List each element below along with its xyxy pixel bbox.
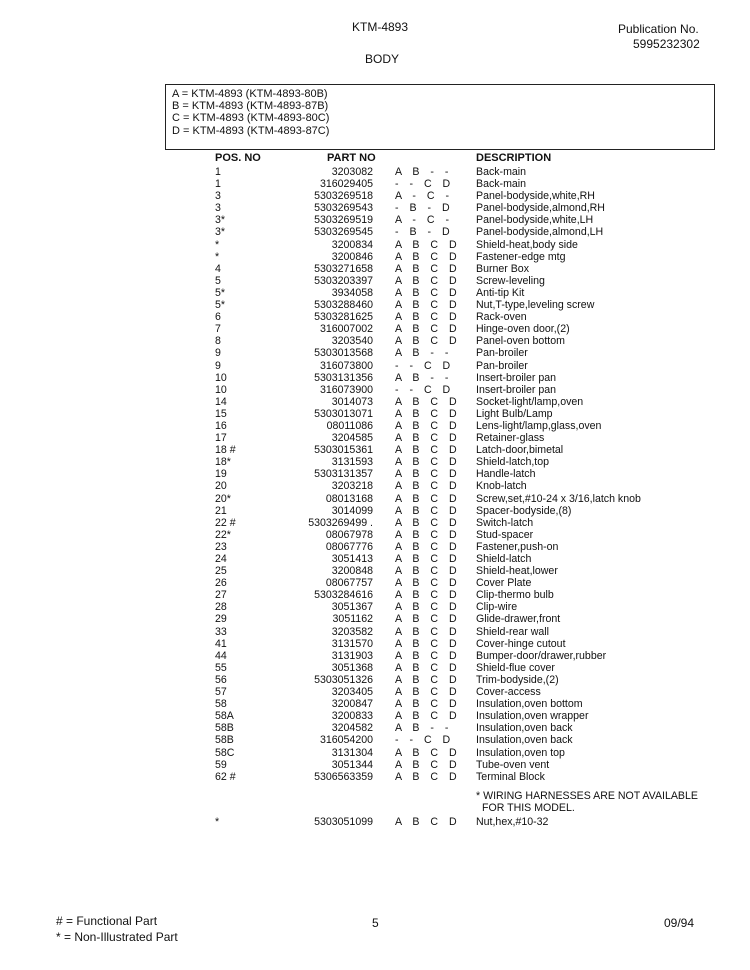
model-applicability: - B - D [395,202,454,215]
description: Hinge-oven door,(2) [476,323,570,336]
part-no: 5303284616 [314,589,373,602]
model-applicability: A B C D [395,553,461,565]
description: Panel-oven bottom [476,335,565,348]
model-title: KTM-4893 [352,20,409,34]
table-row [0,456,750,468]
table-row [0,347,750,359]
description: Switch-latch [476,516,534,529]
part-no: 316007002 [319,323,373,336]
description: Panel-bodyside,white,LH [476,214,594,227]
model-legend-line: B = KTM-4893 (KTM-4893-87B) [172,100,329,113]
pos-no: 3* [215,226,226,239]
pos-no: 24 [215,553,227,565]
table-row [0,299,750,311]
part-no: 3014099 [331,504,373,517]
description: Clip-thermo bulb [476,589,554,602]
part-no: 316029405 [319,178,373,191]
model-applicability: A B C D [395,432,461,445]
table-row [0,323,750,335]
page-number: 5 [372,916,379,930]
model-applicability: A B C D [395,323,461,336]
table-row [0,601,750,613]
pos-no: 7 [215,323,221,336]
table-row [0,674,750,686]
description: Burner Box [476,262,529,275]
model-applicability: A B C D [395,480,461,493]
model-applicability: A - C - [395,214,454,227]
part-no: 3200848 [331,565,373,578]
description: Insulation,oven back [476,722,573,735]
part-no: 3131903 [331,649,373,662]
description: Tube-oven vent [476,758,550,771]
pos-no: 3 [215,190,221,203]
part-no: 08067776 [325,540,373,553]
wiring-note-line: * WIRING HARNESSES ARE NOT AVAILABLE [476,790,698,802]
model-applicability: A B C D [395,286,461,299]
part-no: 5303051099 [314,816,373,828]
part-no: 3051344 [331,758,373,771]
model-applicability: A B C D [395,673,461,686]
section-title: BODY [365,52,400,66]
part-no: 5303013071 [314,407,373,420]
column-headers [0,152,750,165]
pos-no: 27 [215,589,227,602]
pos-no: 41 [215,637,227,650]
description: Glide-drawer,front [476,613,561,626]
pos-no: 58C [215,746,235,759]
pos-no: 10 [215,383,227,396]
description: Socket-light/lamp,oven [476,395,584,408]
model-applicability: A B C D [395,625,461,638]
parts-list [0,166,750,783]
part-no: 3204585 [331,432,373,445]
wiring-note-line: FOR THIS MODEL. [482,801,575,814]
description: Panel-bodyside,white,RH [476,190,595,203]
table-row [0,650,750,662]
description: Panel-bodyside,almond,RH [476,202,605,215]
pos-no: 57 [215,686,227,699]
model-applicability: A B C D [395,335,461,348]
description-header: DESCRIPTION [476,152,552,164]
model-applicability: A B C D [395,407,461,420]
table-row [0,816,750,828]
description: Fastener-edge mtg [476,250,566,263]
model-applicability: A B C D [395,577,461,590]
table-row [0,432,750,444]
description: Cover Plate [476,577,532,590]
description: Insulation,oven top [476,746,565,759]
description: Shield-heat,body side [476,238,578,251]
description: Insert-broiler pan [476,383,557,396]
table-row [0,710,750,722]
model-applicability: A B C D [395,770,461,783]
pos-no: 59 [215,758,227,771]
pos-no: 20 [215,480,227,493]
part-no: 3051162 [332,613,373,626]
pos-no: 25 [215,565,227,578]
model-applicability: A B C D [395,528,461,541]
part-no: 3203082 [331,166,373,178]
pos-no: * [215,238,220,251]
table-row [0,747,750,759]
part-no: 3934058 [331,286,373,299]
model-applicability: - - C D [395,178,455,191]
description: Shield-latch [476,553,532,565]
table-row [0,384,750,396]
table-row [0,444,750,456]
publication-number: 5995232302 [633,37,700,51]
model-applicability: A B C D [395,468,461,481]
pos-no: 10 [215,371,227,384]
table-row [0,166,750,178]
pos-no: 58A [215,710,234,723]
table-row [0,239,750,251]
functional-part-legend: # = Functional Part [56,914,158,928]
part-no: 3203218 [331,480,373,493]
description: Fastener,push-on [476,540,559,553]
model-applicability: A B C D [395,613,461,626]
pos-no: 23 [215,540,227,553]
model-applicability: A B - - [395,722,453,735]
table-row [0,517,750,529]
model-applicability: A B C D [395,686,461,699]
model-applicability: - B - D [395,226,454,239]
table-row [0,251,750,263]
part-no: 316073900 [319,383,373,396]
table-row [0,541,750,553]
part-no: 3014073 [331,395,373,408]
pos-no: 55 [215,661,227,674]
last-parts-row [0,816,750,828]
description: Shield-rear wall [476,625,550,638]
part-no: 3051367 [331,601,373,614]
model-applicability: A B C D [395,649,461,662]
model-applicability: A B C D [395,601,461,614]
description: Shield-latch,top [476,456,550,469]
pos-no: 18* [215,456,231,469]
pos-no: 5 [215,274,221,287]
part-no: 316054200 [319,734,373,747]
part-no: 08067978 [325,528,373,541]
table-row [0,190,750,202]
description: Light Bulb/Lamp [476,407,553,420]
table-row [0,759,750,771]
table-row [0,565,750,577]
part-no: 3051413 [331,553,373,565]
table-row [0,686,750,698]
part-no: 08011086 [326,419,373,432]
model-applicability: A B - - [395,166,453,178]
table-row [0,589,750,601]
description: Cover-access [476,686,541,699]
part-no: 3131304 [331,746,373,759]
part-no: 3131570 [331,637,373,650]
model-applicability: - - C D [395,359,455,372]
publication-label: Publication No. [618,22,699,36]
table-row [0,553,750,565]
model-applicability: A B C D [395,637,461,650]
table-row [0,613,750,625]
pos-no: 58 [215,698,227,711]
pos-no: 26 [215,577,227,590]
model-applicability: A B C D [395,565,461,578]
description: Rack-oven [476,311,527,324]
table-row [0,408,750,420]
description: Pan-broiler [476,359,528,372]
table-row [0,214,750,226]
part-no: 5303288460 [314,299,373,312]
model-applicability: A B C D [395,419,461,432]
part-no: 3200833 [331,710,373,723]
part-no: 3200834 [331,238,373,251]
model-applicability: A B C D [395,504,461,517]
description: Screw-leveling [476,274,545,287]
pos-no: 8 [215,335,221,348]
table-row [0,529,750,541]
model-legend-line: A = KTM-4893 (KTM-4893-80B) [172,88,328,100]
pos-no: 58B [215,722,234,735]
revision-date: 09/94 [664,916,695,930]
part-no: 5303281625 [314,311,373,324]
part-no: 3200846 [331,250,373,263]
pos-no: 28 [215,601,227,614]
pos-no: * [215,816,220,828]
pos-no: * [215,250,220,263]
part-no: 5303269543 [314,202,373,215]
model-legend-line: C = KTM-4893 (KTM-4893-80C) [172,112,330,125]
description: Spacer-bodyside,(8) [476,504,572,517]
part-no: 3200847 [331,698,373,711]
part-no: 5303013568 [314,347,373,360]
table-row [0,662,750,674]
description: Terminal Block [476,770,545,783]
pos-no: 5* [215,299,226,312]
wiring-note [476,791,698,814]
pos-no: 1 [215,166,221,178]
table-row [0,226,750,238]
model-applicability: A B C D [395,698,461,711]
description: Pan-broiler [476,347,528,360]
pos-no: 6 [215,311,221,324]
pos-no-header: POS. NO [215,152,261,164]
description: Clip-wire [476,601,518,614]
description: Nut,T-type,leveling screw [476,299,595,312]
table-row [0,360,750,372]
description: Back-main [476,178,527,191]
part-no: 316073800 [319,359,373,372]
part-no: 5303269519 [314,214,373,227]
pos-no: 19 [215,468,227,481]
model-applicability: - - C D [395,734,455,747]
pos-no: 15 [215,407,227,420]
description: Insulation,oven wrapper [476,710,589,723]
model-applicability: A B C D [395,444,461,457]
model-applicability: A B C D [395,238,461,251]
description: Latch-door,bimetal [476,444,564,457]
part-no: 3131593 [331,456,373,469]
table-row [0,698,750,710]
part-no: 5303271658 [314,262,373,275]
part-no: 5303269545 [314,226,373,239]
pos-no: 29 [215,613,227,626]
description: Insulation,oven back [476,734,573,747]
description: Retainer-glass [476,432,545,445]
description: Shield-flue cover [476,661,555,674]
pos-no: 56 [215,673,227,686]
table-row [0,505,750,517]
pos-no: 62 # [215,770,236,783]
part-no: 3203540 [331,335,373,348]
non-illustrated-legend: * = Non-Illustrated Part [56,930,178,944]
model-applicability: A - C - [395,190,454,203]
pos-no: 9 [215,359,221,372]
part-no: 3051368 [331,661,373,674]
pos-no: 44 [215,649,227,662]
description: Lens-light/lamp,glass,oven [476,419,602,432]
model-legend-line: D = KTM-4893 (KTM-4893-87C) [172,124,330,137]
part-no: 5303131357 [314,468,373,481]
pos-no: 1 [215,178,221,191]
part-no: 5303269518 [314,190,373,203]
part-no: 5303131356 [314,371,373,384]
part-no: 5303015361 [314,444,373,457]
model-applicability: A B C D [395,589,461,602]
part-no: 3203582 [331,625,373,638]
description: Shield-heat,lower [476,565,558,578]
model-applicability: A B C D [395,492,461,505]
table-row [0,420,750,432]
model-applicability: A B C D [395,746,461,759]
description: Back-main [476,166,527,178]
description: Anti-tip Kit [476,286,525,299]
model-applicability: - - C D [395,383,455,396]
table-row [0,287,750,299]
description: Insulation,oven bottom [476,698,583,711]
model-applicability: A B C D [395,274,461,287]
description: Knob-latch [476,480,527,493]
pos-no: 3 [215,202,221,215]
pos-no: 9 [215,347,221,360]
table-row [0,638,750,650]
table-row [0,311,750,323]
part-no: 5303269499 . [308,516,373,529]
description: Bumper-door/drawer,rubber [476,649,607,662]
table-row [0,202,750,214]
description: Screw,set,#10-24 x 3/16,latch knob [476,492,641,505]
part-no-header: PART NO [327,152,376,164]
model-applicability: A B C D [395,816,461,828]
table-row [0,178,750,190]
table-row [0,626,750,638]
model-applicability: A B C D [395,262,461,275]
model-applicability: A B - - [395,347,453,360]
description: Insert-broiler pan [476,371,557,384]
table-row [0,771,750,783]
part-no: 08067757 [325,577,373,590]
model-applicability: A B C D [395,250,461,263]
table-row [0,396,750,408]
table-row [0,263,750,275]
description: Handle-latch [476,468,536,481]
model-applicability: A B C D [395,540,461,553]
pos-no: 3* [215,214,226,227]
description: Panel-bodyside,almond,LH [476,226,604,239]
pos-no: 58B [215,734,234,747]
description: Cover-hinge cutout [476,637,566,650]
part-no: 5303203397 [314,274,373,287]
model-applicability: A B C D [395,661,461,674]
pos-no: 21 [215,504,227,517]
part-no: 5303051326 [314,673,373,686]
table-row [0,734,750,746]
table-row [0,722,750,734]
part-no: 3204582 [331,722,373,735]
description: Nut,hex,#10-32 [476,816,549,828]
pos-no: 17 [215,432,227,445]
pos-no: 5* [215,286,226,299]
model-legend-box [165,84,715,150]
pos-no: 20* [215,492,231,505]
model-applicability: A B C D [395,516,461,529]
pos-no: 22 # [215,516,236,529]
table-row [0,577,750,589]
table-row [0,372,750,384]
description: Stud-spacer [476,528,534,541]
pos-no: 18 # [215,444,236,457]
part-no: 08013168 [325,492,373,505]
model-applicability: A B C D [395,311,461,324]
pos-no: 16 [215,419,227,432]
part-no: 3203405 [331,686,373,699]
pos-no: 14 [215,395,227,408]
part-no: 5306563359 [314,770,373,783]
table-row [0,275,750,287]
description: Trim-bodyside,(2) [476,673,559,686]
table-row [0,468,750,480]
model-applicability: A B C D [395,299,461,312]
pos-no: 22* [215,528,231,541]
model-applicability: A B C D [395,456,461,469]
model-applicability: A B - - [395,371,453,384]
model-applicability: A B C D [395,395,461,408]
table-row [0,335,750,347]
pos-no: 33 [215,625,227,638]
model-applicability: A B C D [395,758,461,771]
model-applicability: A B C D [395,710,461,723]
table-row [0,480,750,492]
pos-no: 4 [215,262,221,275]
table-row [0,493,750,505]
